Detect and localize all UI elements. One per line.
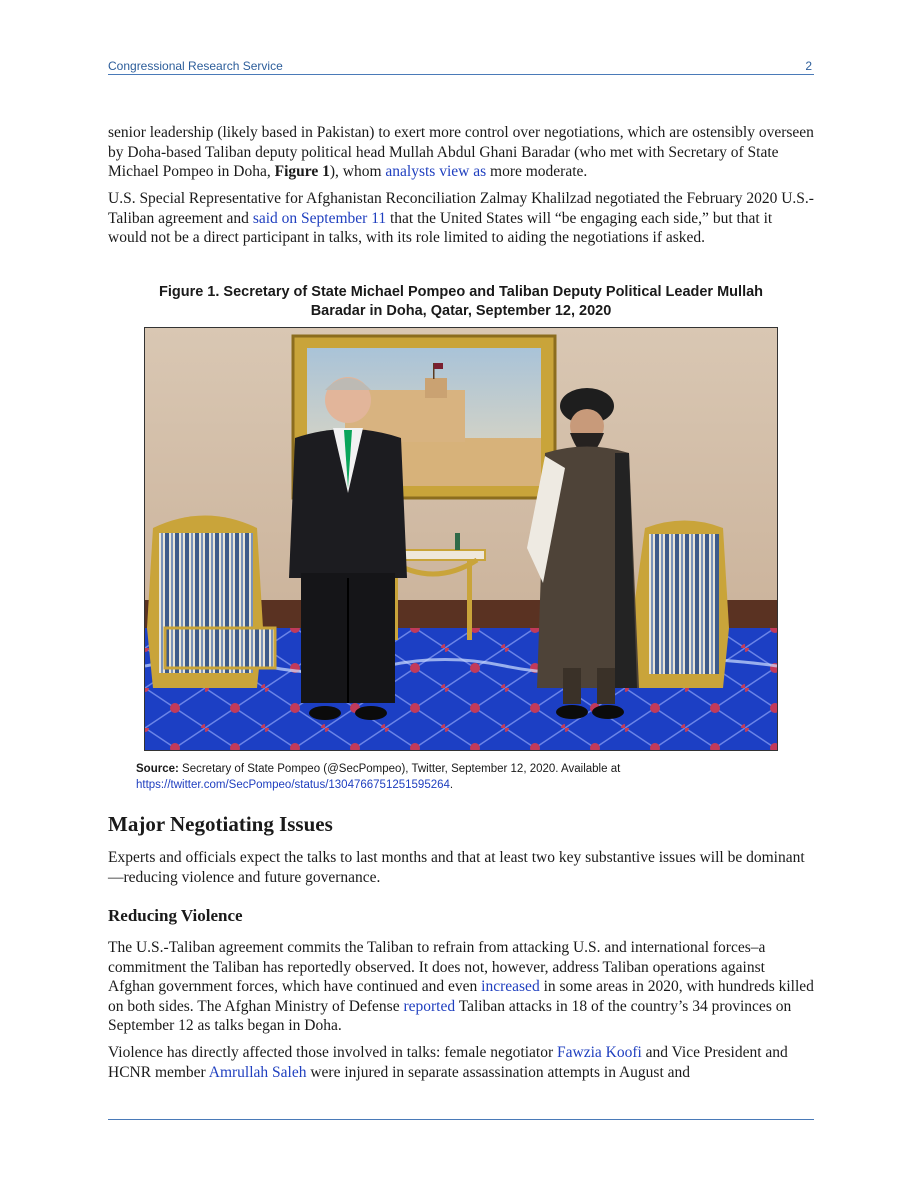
paragraph-agreement	[108, 938, 814, 1036]
link-fawzia-koofi[interactable]: Fawzia Koofi	[557, 1044, 642, 1061]
paragraph-violence-affected	[108, 1043, 814, 1082]
source-label: Source:	[136, 763, 179, 775]
heading-major-negotiating-issues: Major Negotiating Issues	[108, 812, 333, 836]
text-run: Violence has directly affected those involved in talks: female negotiator	[108, 1044, 557, 1061]
link-amrullah-saleh[interactable]: Amrullah Saleh	[208, 1063, 307, 1081]
link-said-on-september-11[interactable]: said on September 11	[252, 209, 387, 227]
source-end: .	[449, 779, 454, 791]
text-run: Experts and officials expect the talks to last months and that at least two key substantive issues will be dominant—reducing violence and future governance.	[108, 849, 805, 886]
figure-source	[136, 761, 816, 793]
figure-title-line2: Baradar in Doha, Qatar, September 12, 2020	[310, 303, 612, 319]
paragraph-intro	[108, 123, 814, 182]
figure-title	[108, 283, 814, 321]
text-run: senior leadership (likely based in Pakistan) to exert more control over negotiations, which are ostensibly overseen by Doha-based Taliban deputy political head Mullah Abdul Ghani Baradar (who met with Secretary of State Michael Pompeo in Doha,	[108, 124, 814, 180]
page-number: 2	[805, 59, 812, 73]
figure-reference[interactable]: Figure 1	[274, 163, 330, 180]
text-run: Taliban attacks in 18 of the country’s 34 provinces on September 12 as talks began in Doha.	[108, 997, 792, 1034]
source-link[interactable]: https://twitter.com/SecPompeo/status/1304766751251595264	[136, 779, 450, 791]
page-header	[108, 58, 814, 75]
text-run: The U.S.-Taliban agreement commits the Taliban to refrain from attacking U.S. and international forces–a commitment the Taliban has reportedly observed. It does not, however, address Taliban operations against Afghan government forces, which have continued and even	[108, 939, 766, 995]
photo-illustration	[145, 328, 777, 750]
text-run: in some areas in 2020, with hundreds killed on both sides. The Afghan Ministry of Defense	[108, 978, 814, 1015]
text-run: and Vice President and HCNR member	[108, 1044, 788, 1081]
source-text: Secretary of State Pompeo (@SecPompeo), Twitter, September 12, 2020. Available at	[178, 763, 621, 775]
link-analysts-view-as[interactable]: analysts view as	[385, 163, 487, 180]
text-run: that the United States will “be engaging each side,” but that it would not be a direct participant in talks, with its role limited to aiding the negotiations if asked.	[108, 209, 773, 246]
text-run: U.S. Special Representative for Afghanistan Reconciliation Zalmay Khalilzad negotiated the February 2020 U.S.-Taliban agreement and	[108, 190, 814, 227]
link-increased[interactable]: increased	[481, 978, 540, 995]
paragraph-negotiating-issues	[108, 848, 814, 887]
link-reported[interactable]: reported	[403, 997, 456, 1015]
figure-photo	[144, 327, 778, 751]
text-run: ), whom	[329, 163, 386, 180]
figure-title-line1: Figure 1. Secretary of State Michael Pompeo and Taliban Deputy Political Leader Mullah	[158, 284, 764, 300]
header-org-name: Congressional Research Service	[108, 59, 283, 73]
heading-reducing-violence: Reducing Violence	[108, 906, 243, 925]
text-run: more moderate.	[486, 163, 588, 180]
text-run: were injured in separate assassination attempts in August and	[306, 1063, 691, 1081]
paragraph-khalilzad	[108, 189, 814, 248]
footer-rule	[108, 1119, 814, 1120]
